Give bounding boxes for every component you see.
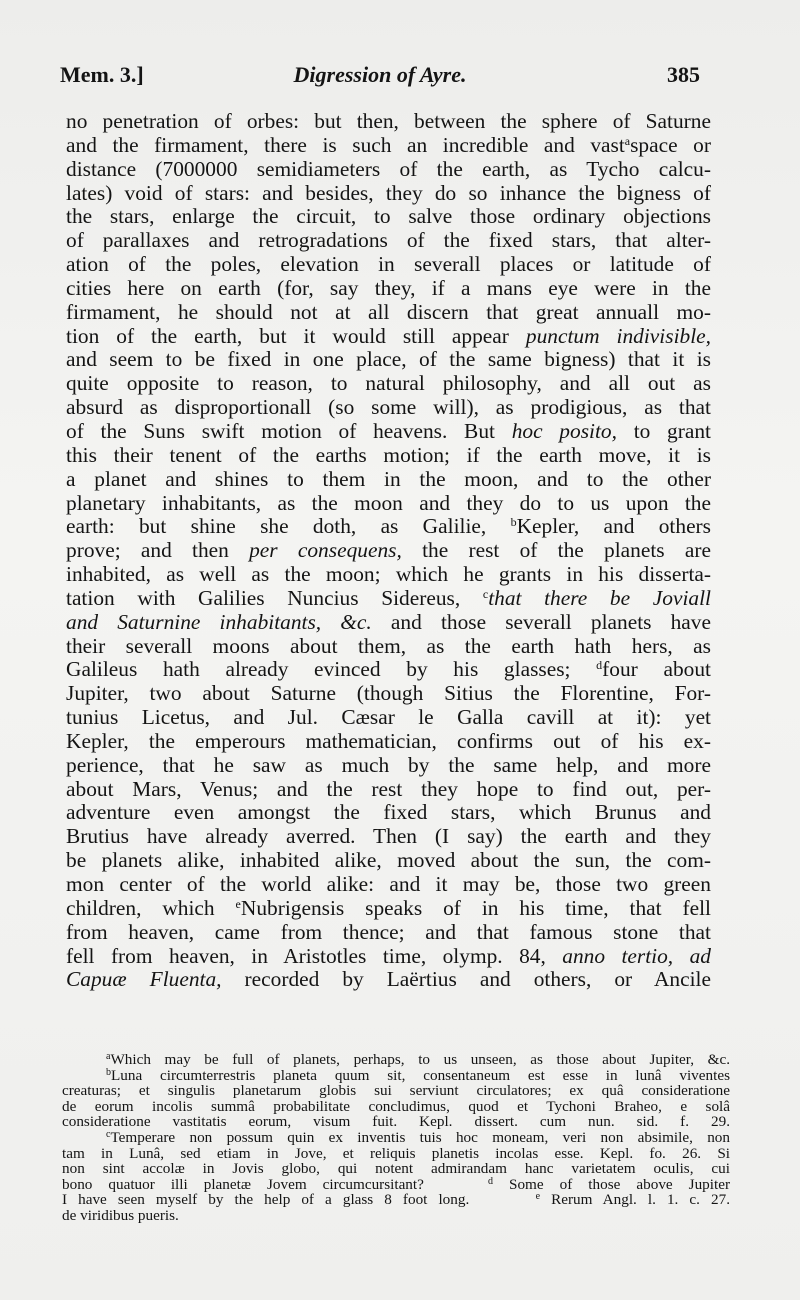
text-line: Galileus hath already evinced by his glasses; $^d$four about [66,657,711,682]
footnote-b-cont: creaturas; et singulis planetarum globis sui serviunt circulatores; ex quâ consideratione [62,1082,730,1100]
text-line: mon center of the world alike: and it may be, those two green [66,872,711,896]
text-line: absurd as disproportionall (so some will), as prodigious, as that [66,395,711,420]
text-line: the stars, enlarge the circuit, to salve those ordinary objections [66,204,711,229]
footnote-b-cont: consideratione vastitatis eorum, visum fuit. Kepl. dissert. cum nun. sid. f. 29. [62,1113,730,1131]
footnote-c: $^c$Temperare non possum quin ex inventis tuis hoc moneam, veri non absimile, non [106,1128,730,1146]
text-line: about Mars, Venus; and the rest they hope to find out, per- [66,776,711,801]
page-number: 385 [667,62,700,87]
show-through-text [70,1014,720,1036]
text-line: their severall moons about them, as the earth hath hers, as [66,633,711,658]
text-line: perience, that he saw as much by the same help, and more [66,752,711,777]
footnote-ref-b: b [510,515,517,530]
footnote-b-cont: de eorum incolis summâ probabilitate concludimus, quod et Tychoni Braheo, e solâ [62,1097,730,1115]
text-line: Capuæ Fluenta, recorded by Laërtius and others, or Ancile [66,967,711,992]
text-line: firmament, he should not at all discern that great annuall mo- [66,299,711,324]
text-line: of parallaxes and retrogradations of the fixed stars, that alter- [66,228,711,253]
text-line: tunius Licetus, and Jul. Cæsar le Galla cavill at it): yet [66,705,711,730]
text-line: Jupiter, two about Saturne (though Sitius the Florentine, For- [66,681,711,706]
text-line: a planet and shines to them in the moon, and to the other [66,466,711,491]
text-line: Brutius have already averred. Then (I say) the earth and they [66,824,711,849]
text-line: adventure even amongst the fixed stars, which Brunus and [66,800,711,825]
footnote-c-d-line: bono quatuor illi planetæ Jovem circumcursitant? $^d$ Some of those above Jupiter [62,1175,731,1193]
text-line: cities here on earth (for, say they, if a mans eye were in the [66,275,711,300]
text-line: and seem to be fixed in one place, of the same bigness) that it is [66,347,711,372]
text-line: no penetration of orbes: but then, between the sphere of Saturne [66,109,711,133]
footnote-c-cont: non sint accolæ in Jovis globo, qui notent admirandam hanc varietatem oculis, cui [62,1160,730,1178]
running-head [60,62,700,92]
text-line: tion of the earth, but it would still appear punctum indivisible, [66,323,711,348]
text-line: and the firmament, there is such an incredible and vast$^a$space or [66,132,711,157]
footnote-e-cont: de viridibus pueris. [62,1206,179,1224]
footnote-ref-d: d [596,658,603,673]
section-marker: Mem. 3.] [60,62,144,87]
text-line: fell from heaven, in Aristotles time, olymp. 84, anno tertio, ad [66,943,711,968]
footnote-ref-a: a [624,133,631,148]
text-line: prove; and then per consequens, the rest of the planets are [66,538,711,563]
text-line: be planets alike, inhabited alike, moved about the sun, the com- [66,848,711,873]
text-line: from heaven, came from thence; and that famous stone that [66,919,711,944]
body-text [66,110,711,992]
text-line: distance (7000000 semidiameters of the earth, as Tycho calcu- [66,156,711,181]
text-line: lates) void of stars: and besides, they do so inhance the bigness of [66,180,711,205]
text-line: quite opposite to reason, to natural philosophy, and all out as [66,371,711,396]
footnote-d-e-line: I have seen myself by the help of a glass 8 foot long. $^e$ Rerum Angl. l. 1. c. 27. [62,1191,730,1209]
text-line: ation of the poles, elevation in severall places or latitude of [66,252,711,277]
footnotes [62,1052,730,1224]
footnote-c-cont: tam in Lunâ, sed etiam in Jove, et reliquis planetis incolas esse. Kepl. fo. 26. Si [62,1144,730,1162]
text-line: earth: but shine she doth, as Galilie, $^b$Kepler, and others [66,514,712,539]
text-line: tation with Galilies Nuncius Sidereus, $^c$that there be Joviall [66,585,711,610]
running-title: Digression of Ayre. [293,62,467,87]
text-line: and Saturnine inhabitants, &c. and those severall planets have [66,609,711,634]
footnote-ref-c: c [482,586,489,601]
text-line: this their tenent of the earths motion; if the earth move, it is [66,442,711,467]
footnote-ref-e: e [235,896,241,911]
text-line: of the Suns swift motion of heavens. But hoc posito, to grant [66,418,711,443]
text-line: planetary inhabitants, as the moon and they do to us upon the [66,490,711,515]
text-line: children, which $^e$Nubrigensis speaks of in his time, that fell [66,895,711,920]
footnote-a: $^a$Which may be full of planets, perhaps, to us unseen, as those about Jupiter, &c. [106,1051,730,1068]
text-line: inhabited, as well as the moon; which he grants in his disserta- [66,562,711,587]
text-line: Kepler, the emperours mathematician, confirms out of his ex- [66,728,711,753]
footnote-b: $^b$Luna circumterrestris planeta quum sit, consentaneum est esse in lunâ viventes [106,1066,730,1084]
